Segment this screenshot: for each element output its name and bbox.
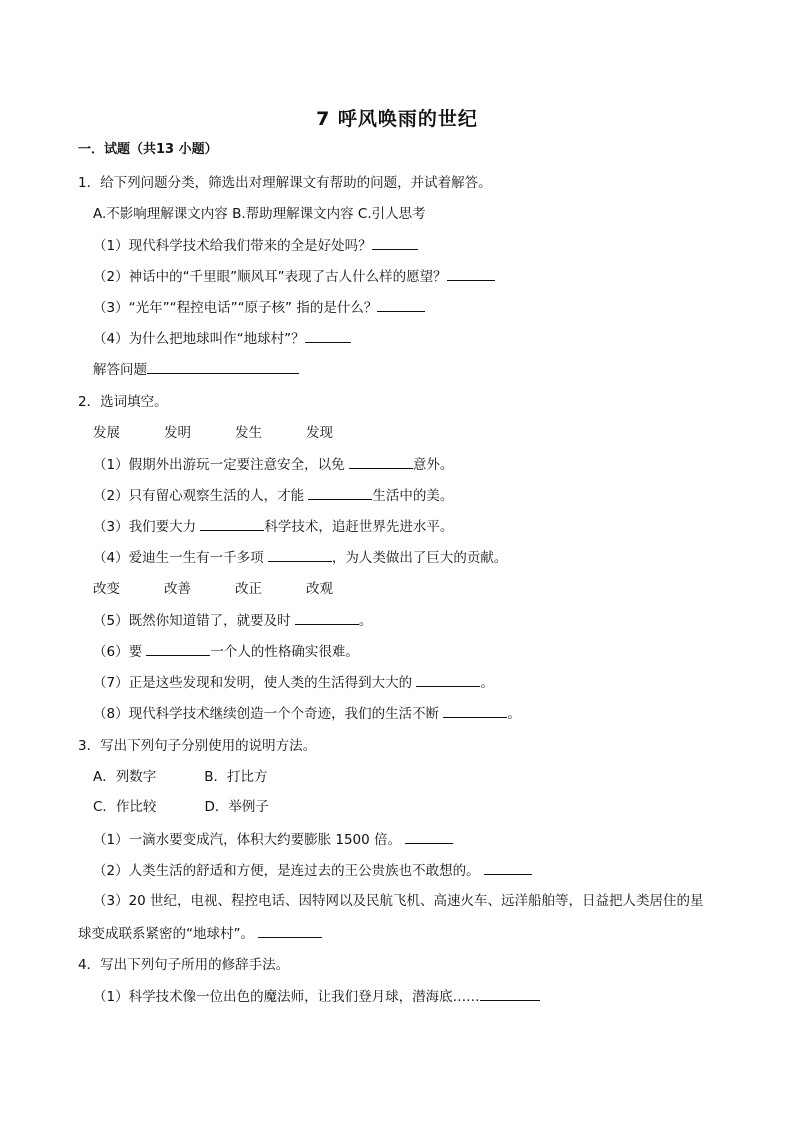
q1-item-4: （4）为什么把地球叫作“地球村”？ (93, 328, 351, 349)
q3-stem: 3．写出下列句子分别使用的说明方法。 (78, 738, 317, 754)
answer-blank[interactable] (147, 359, 299, 374)
q3-item-1: （1）一滴水要变成汽，体积大约要膨胀 1500 倍。 (93, 829, 453, 850)
q2-stem: 2．选词填空。 (78, 394, 168, 410)
word-option: 发明 (164, 425, 191, 441)
word-option: 改观 (306, 581, 333, 597)
q3-item-2: （2）人类生活的舒适和方便，是连过去的王公贵族也不敢想的。 (93, 860, 532, 881)
q2-word-bank-2 (93, 579, 333, 599)
q1-item-2: （2）神话中的“千里眼”顺风耳”表现了古人什么样的愿望？ (93, 266, 495, 287)
option-b: B．打比方 (204, 769, 268, 785)
answer-blank[interactable] (484, 860, 532, 875)
option-c: C．作比较 (93, 799, 157, 815)
word-option: 发生 (235, 425, 262, 441)
q2-word-bank-1 (93, 423, 333, 443)
word-option: 发现 (306, 425, 333, 441)
answer-blank[interactable] (308, 485, 372, 500)
q2-item-8: （8）现代科学技术继续创造一个个奇迹，我们的生活不断 。 (93, 703, 521, 724)
q2-item-1: （1）假期外出游玩一定要注意安全，以免 意外。 (93, 454, 453, 475)
q4-stem: 4．写出下列句子所用的修辞手法。 (78, 957, 290, 973)
option-d: D．举例子 (204, 799, 269, 815)
q1-item-3: （3）“光年”“程控电话”“原子核” 指的是什么？ (93, 297, 425, 318)
q2-item-4: （4）爱迪生一生有一千多项 ，为人类做出了巨大的贡献。 (93, 547, 507, 568)
answer-blank[interactable] (372, 235, 418, 250)
option-a: A．列数字 (93, 769, 157, 785)
q3-item-3-line-2: 球变成联系紧密的“地球村”。 (78, 923, 322, 944)
q2-item-6: （6）要 一个人的性格确实很难。 (93, 641, 359, 662)
q3-options-row-1 (93, 767, 268, 787)
answer-blank[interactable] (377, 297, 425, 312)
answer-blank[interactable] (405, 829, 453, 844)
section-heading: 一．试题（共13 小题） (78, 142, 218, 157)
q1-stem: 1．给下列问题分类，筛选出对理解课文有帮助的问题，并试着解答。 (78, 175, 492, 191)
q3-options-row-2 (93, 797, 269, 817)
q2-item-3: （3）我们要大力 科学技术，追赶世界先进水平。 (93, 516, 453, 537)
q1-item-1: （1）现代科学技术给我们带来的全是好处吗？ (93, 235, 418, 256)
answer-blank[interactable] (416, 672, 480, 687)
q2-item-2: （2）只有留心观察生活的人，才能 生活中的美。 (93, 485, 453, 506)
page-title: 7 呼风唤雨的世纪 (316, 108, 478, 130)
answer-blank[interactable] (480, 986, 540, 1001)
answer-blank[interactable] (443, 703, 507, 718)
answer-blank[interactable] (200, 516, 264, 531)
q1-options: A.不影响理解课文内容 B.帮助理解课文内容 C.引人思考 (93, 206, 426, 222)
q1-answer: 解答问题 (93, 359, 299, 380)
q2-item-5: （5）既然你知道错了，就要及时 。 (93, 610, 372, 631)
q2-item-7: （7）正是这些发现和发明，使人类的生活得到大大的 。 (93, 672, 494, 693)
answer-blank[interactable] (258, 923, 322, 938)
answer-blank[interactable] (447, 266, 495, 281)
word-option: 发展 (93, 425, 120, 441)
q3-item-3-line-1: （3）20 世纪，电视、程控电话、因特网以及民航飞机、高速火车、远洋船舶等，日益把人类居住的星 (93, 893, 704, 909)
word-option: 改善 (164, 581, 191, 597)
answer-blank[interactable] (305, 328, 351, 343)
answer-blank[interactable] (295, 610, 359, 625)
answer-blank[interactable] (349, 454, 413, 469)
word-option: 改变 (93, 581, 120, 597)
q4-item-1: （1）科学技术像一位出色的魔法师，让我们登月球，潜海底…… (93, 986, 540, 1007)
answer-blank[interactable] (146, 641, 210, 656)
answer-blank[interactable] (268, 547, 332, 562)
word-option: 改正 (235, 581, 262, 597)
